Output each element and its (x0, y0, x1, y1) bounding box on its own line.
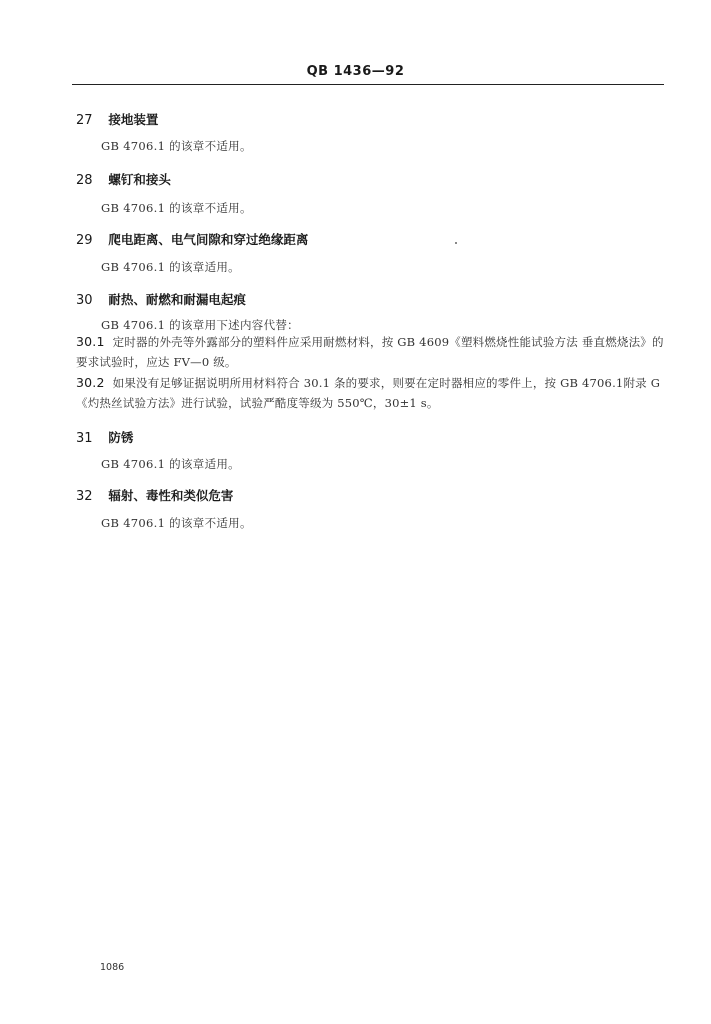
section-heading (76, 486, 233, 504)
section-title: 螺钉和接头 (108, 172, 171, 187)
clause-number: 30.2 (76, 375, 105, 390)
section-heading (76, 428, 133, 446)
section-number: 31 (76, 431, 93, 446)
section-heading (76, 110, 158, 128)
section-text: GB 4706.1 的该章用下述内容代替： (101, 318, 299, 332)
section-title: 爬电距离、电气间隙和穿过绝缘距离 (108, 232, 309, 247)
header-divider (72, 84, 664, 85)
section-text: GB 4706.1 的该章不适用。 (101, 516, 252, 530)
section-text: GB 4706.1 的该章适用。 (101, 457, 240, 471)
clause-paragraph (76, 332, 668, 372)
section-title: 耐热、耐燃和耐漏电起痕 (108, 292, 246, 307)
section-text: GB 4706.1 的该章适用。 (101, 260, 240, 274)
clause-paragraph (76, 373, 668, 413)
section-number: 32 (76, 489, 93, 504)
section-title: 防锈 (108, 430, 134, 445)
section-number: 29 (76, 233, 93, 248)
section-text: GB 4706.1 的该章不适用。 (101, 139, 252, 153)
section-title: 接地装置 (108, 112, 159, 127)
section-title: 辐射、毒性和类似危害 (108, 488, 234, 503)
scan-speck (455, 242, 457, 244)
section-heading (76, 170, 171, 188)
page-number: 1086 (100, 962, 125, 973)
section-heading (76, 290, 246, 308)
standard-code: QB 1436—92 (306, 64, 405, 79)
section-number: 27 (76, 113, 93, 128)
clause-text: 如果没有足够证据说明所用材料符合 30.1 条的要求，则要在定时器相应的零件上，按 GB 4706.1附录 G《灼热丝试验方法》进行试验，试验严酷度等级为 550℃，30±1 s。 (76, 376, 661, 410)
section-heading (76, 230, 308, 248)
section-text: GB 4706.1 的该章不适用。 (101, 201, 252, 215)
clause-number: 30.1 (76, 334, 105, 349)
section-number: 28 (76, 173, 93, 188)
section-number: 30 (76, 293, 93, 308)
clause-text: 定时器的外壳等外露部分的塑料件应采用耐燃材料，按 GB 4609《塑料燃烧性能试验方法 垂直燃烧法》的要求试验时，应达 FV—0 级。 (76, 335, 664, 369)
